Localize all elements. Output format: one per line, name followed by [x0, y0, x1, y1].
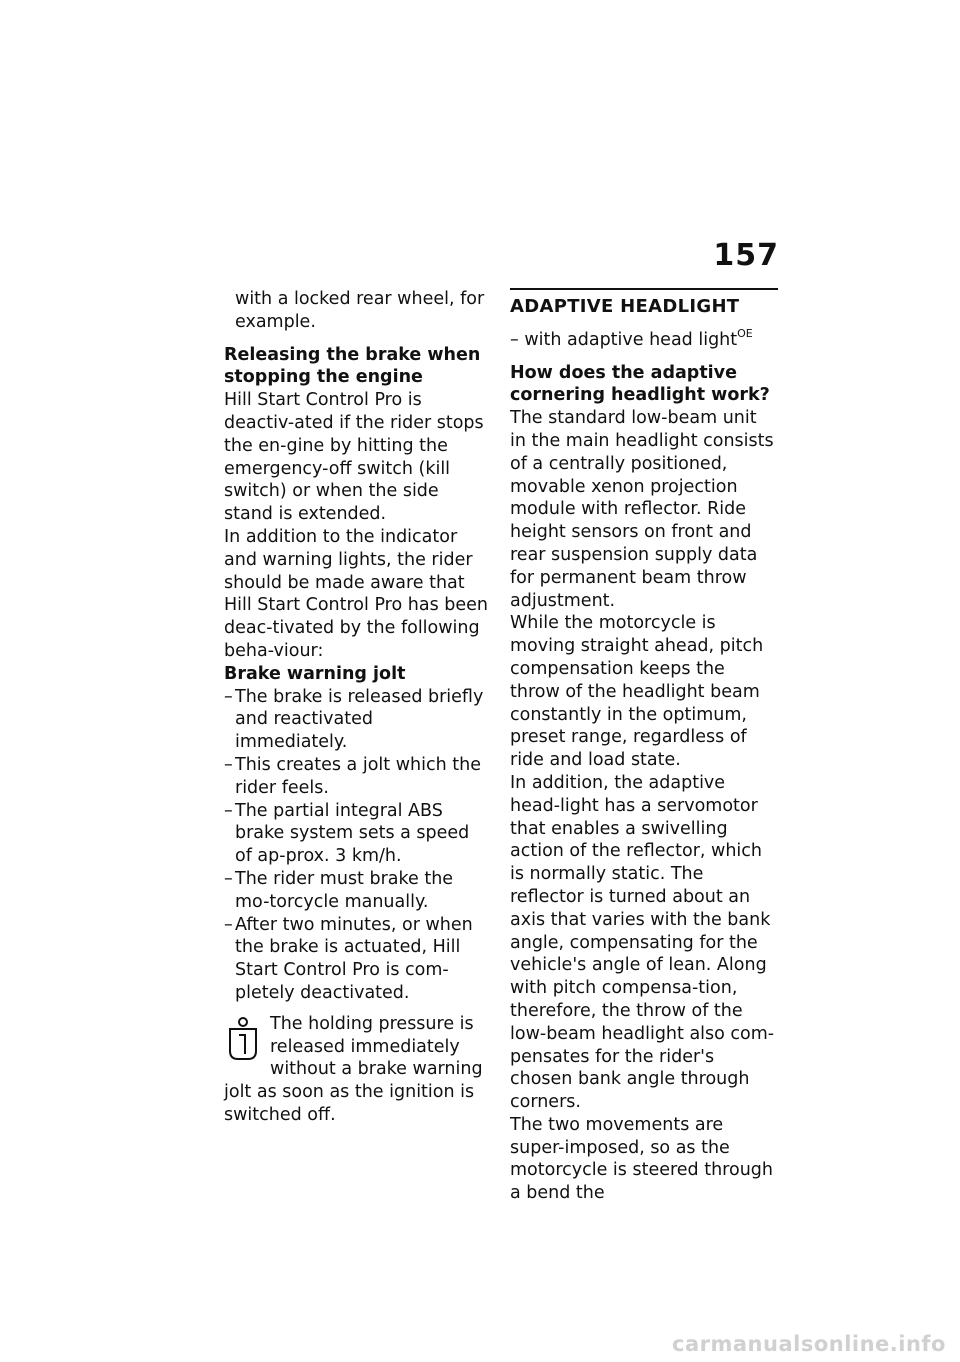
dash-mark: –: [224, 800, 233, 821]
dash-mark: –: [224, 754, 233, 775]
page-number: 157: [713, 238, 779, 273]
paragraph-while: While the motorcycle is moving straight ahead, pitch compensation keeps the throw of the headlight beam constantly in the optimum, preset range, regardless of ride and load state.: [510, 613, 764, 771]
list-item-text: After two minutes, or when the brake is actuated, Hill Start Control Pro is com-pletely deactivated.: [235, 914, 473, 1003]
equipment-text: with adaptive head light: [524, 329, 738, 350]
dash-mark: –: [224, 914, 233, 935]
subheading-adaptive-headlight: How does the adaptive cornering headlight work?: [510, 362, 770, 406]
note-text: The holding pressure is released immediately without a brake warning jolt as soon as the ignition is switched off.: [224, 1013, 483, 1125]
list-item-text: This creates a jolt which the rider feels.: [235, 754, 481, 798]
equipment-line: [510, 326, 778, 352]
dash-mark: –: [224, 868, 233, 889]
paragraph-addition: In addition, the adaptive head-light has a servomotor that enables a swivelling action of the reflector, which is normally static. The reflector is turned about an axis that varies with the bank angle, compensating for the vehicle's angle of lean. Along with pitch compensa-tion, therefore, the throw of the low-beam headlight also com-pensates for the rider's chosen bank angle through corners.: [510, 772, 775, 1113]
equipment-superscript: OE: [737, 326, 753, 340]
paragraph-indicator: In addition to the indicator and warning lights, the rider should be made aware that Hill Start Control Pro has been deac-tivated by the following beha-viour:: [224, 526, 488, 661]
list-item: [224, 868, 490, 914]
dash-mark: –: [224, 686, 233, 707]
list-item-text: The partial integral ABS brake system sets a speed of ap-prox. 3 km/h.: [235, 800, 470, 867]
list-item: [224, 914, 490, 1005]
paragraph-release-brake: Hill Start Control Pro is deactiv-ated if the rider stops the en-gine by hitting the emergency-off switch (kill switch) or when the side stand is extended.: [224, 390, 484, 525]
heading-release-brake: Releasing the brake when stopping the engine: [224, 344, 481, 388]
continuation-text: with a locked rear wheel, for example.: [235, 289, 485, 332]
section-title: ADAPTIVE HEADLIGHT: [510, 288, 778, 319]
list-item: [224, 686, 490, 754]
info-icon: [226, 1015, 260, 1061]
right-column: [510, 288, 778, 1205]
paragraph-standard: The standard low-beam unit in the main headlight consists of a centrally positioned, movable xenon projection module with reflector. Ride height sensors on front and rear suspension supply data for permanent beam throw adjustment.: [510, 408, 774, 611]
paragraph-superimposed: The two movements are super-imposed, so as the motorcycle is steered through a bend the: [510, 1114, 773, 1204]
heading-brake-warning-jolt: Brake warning jolt: [224, 663, 406, 684]
list-item: [224, 754, 490, 800]
left-column: [224, 288, 490, 1127]
list-item-text: The rider must brake the mo-torcycle manually.: [235, 868, 454, 912]
list-item: [224, 800, 490, 868]
dash-mark: –: [510, 329, 519, 350]
list-item-text: The brake is released briefly and reactivated immediately.: [235, 686, 484, 753]
info-note: [224, 1013, 490, 1127]
jolt-list: [224, 686, 490, 1005]
watermark: carmanualsonline.info: [672, 1332, 946, 1356]
